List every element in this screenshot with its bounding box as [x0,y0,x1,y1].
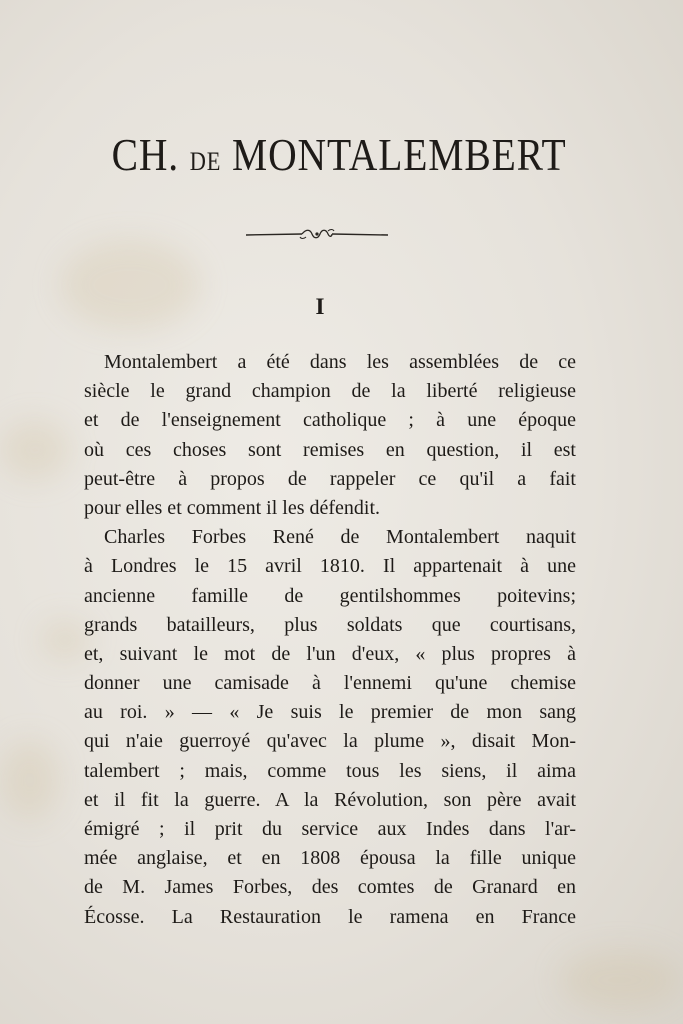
text-line: de M. James Forbes, des comtes de Granard en [84,876,576,899]
paper-stain [40,620,90,660]
text-line: talembert ; mais, comme tous les siens, il aima [84,759,576,782]
ornament-divider-icon [244,226,390,242]
text-line: à Londres le 15 avril 1810. Il appartenait à une [84,555,576,578]
body-text [84,348,576,932]
text-line: siècle le grand champion de la liberté religieuse [84,380,576,403]
text-line: émigré ; il prit du service aux Indes dans l'ar- [84,818,576,840]
text-line: Charles Forbes René de Montalembert naquit [104,526,576,549]
text-line: ancienne famille de gentilshommes poitevins; [84,584,576,607]
text-line: peut-être à propos de rappeler ce qu'il a fait [84,467,576,490]
page-title [45,128,632,181]
title-part-particle: DE [189,147,222,176]
text-line: mée anglaise, et en 1808 épousa la fille unique [84,847,576,870]
title-part-initial: CH. [111,129,180,180]
text-line: donner une camisade à l'ennemi qu'une chemise [84,672,576,695]
text-line: Écosse. La Restauration le ramena en France [84,905,576,928]
text-line: pour elles et comment il les défendit. [84,496,381,519]
title-part-surname: MONTALEMBERT [232,129,567,180]
paper-stain [0,420,70,480]
text-line: et de l'enseignement catholique ; à une époque [84,409,576,432]
paper-stain [560,950,680,1010]
text-line: qui n'aie guerroyé qu'avec la plume », disait Mon- [84,730,576,753]
section-number: I [315,294,325,319]
text-line: où ces choses sont remises en question, il est [84,438,576,461]
text-line: et il fit la guerre. A la Révolution, son père avait [84,788,576,811]
text-line: et, suivant le mot de l'un d'eux, « plus propres à [84,642,576,665]
text-line: au roi. » — « Je suis le premier de mon sang [84,701,576,724]
text-line: Montalembert a été dans les assemblées de ce [104,351,576,373]
paper-stain [0,740,60,820]
text-line: grands batailleurs, plus soldats que courtisans, [84,613,576,636]
